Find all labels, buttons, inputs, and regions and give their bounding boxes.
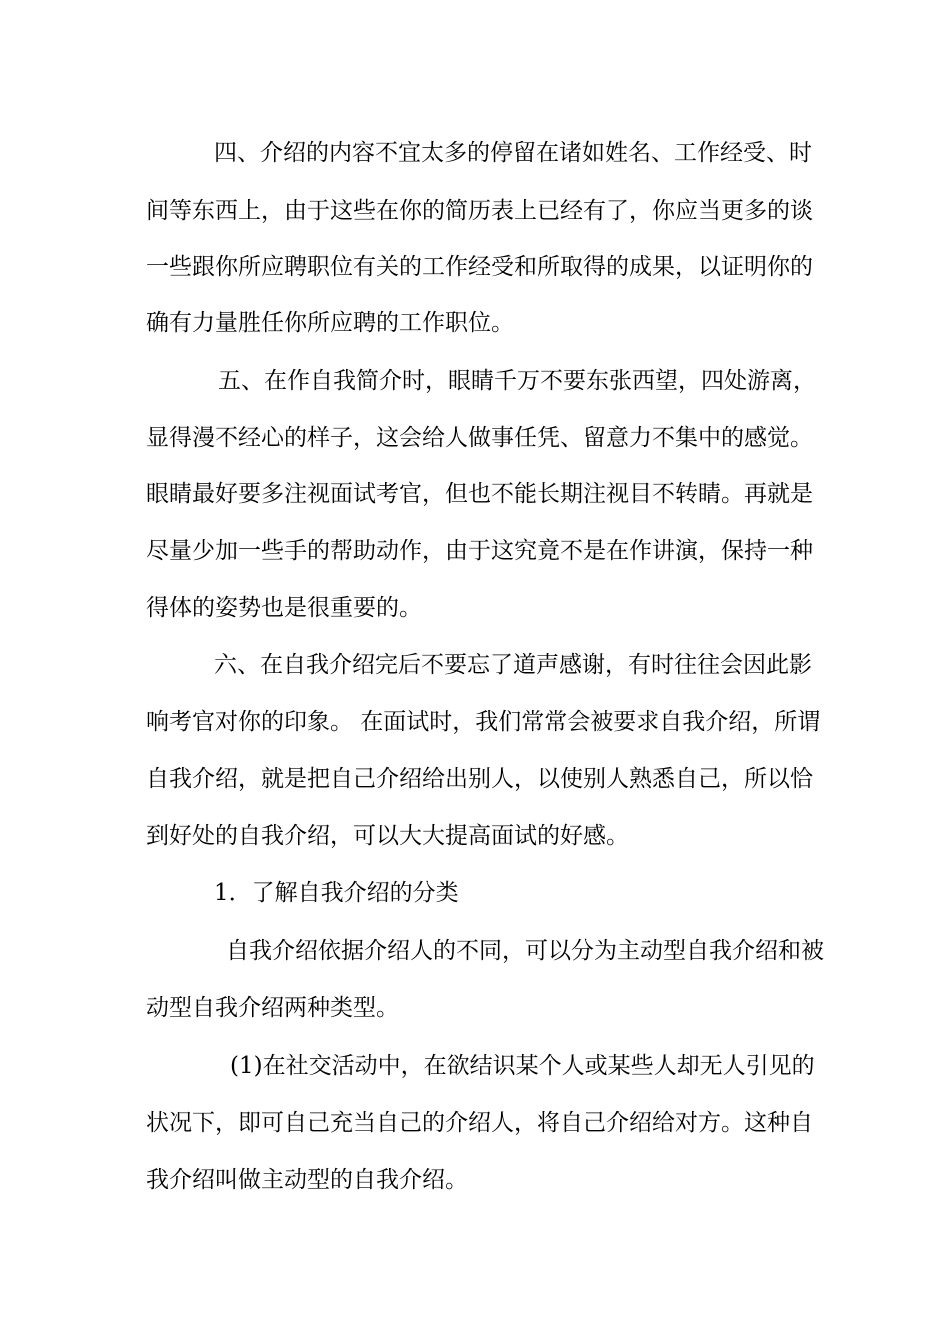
paragraph-2-line-2: 显得漫不经心的样子，这会给人做事任凭、留意力不集中的感觉。 — [146, 425, 813, 451]
paragraph-2-line-5: 得体的姿势也是很重要的。 — [146, 595, 422, 621]
paragraph-6-line-3: 我介绍叫做主动型的自我介绍。 — [146, 1167, 468, 1193]
section-heading-1: 1．了解自我介绍的分类 — [214, 880, 459, 906]
paragraph-3-line-4: 到好处的自我介绍，可以大大提高面试的好感。 — [146, 823, 629, 849]
paragraph-3-line-2: 响考官对你的印象。 在面试时，我们常常会被要求自我介绍，所谓 — [146, 709, 821, 735]
paragraph-1-line-4: 确有力量胜任你所应聘的工作职位。 — [146, 310, 514, 336]
paragraph-2-line-1: 五、在作自我简介时，眼睛千万不要东张西望，四处游离， — [218, 368, 816, 394]
paragraph-6-line-1: (1)在社交活动中，在欲结识某个人或某些人却无人引见的 — [230, 1053, 815, 1079]
paragraph-5-line-2: 动型自我介绍两种类型。 — [146, 995, 399, 1021]
paragraph-1-line-3: 一些跟你所应聘职位有关的工作经受和所取得的成果，以证明你的 — [146, 254, 813, 280]
paragraph-2-line-4: 尽量少加一些手的帮助动作，由于这究竟不是在作讲演，保持一种 — [146, 538, 813, 564]
paragraph-1-line-1: 四、介绍的内容不宜太多的停留在诸如姓名、工作经受、时 — [214, 140, 812, 166]
paragraph-3-line-3: 自我介绍，就是把自己介绍给出别人，以使别人熟悉自己，所以恰 — [146, 766, 813, 792]
paragraph-5-line-1: 自我介绍依据介绍人的不同，可以分为主动型自我介绍和被 — [226, 938, 824, 964]
paragraph-3-line-1: 六、在自我介绍完后不要忘了道声感谢，有时往往会因此影 — [214, 652, 812, 678]
paragraph-6-line-2: 状况下，即可自己充当自己的介绍人，将自己介绍给对方。这种自 — [146, 1110, 813, 1136]
paragraph-2-line-3: 眼睛最好要多注视面试考官，但也不能长期注视目不转睛。再就是 — [146, 481, 813, 507]
paragraph-1-line-2: 间等东西上，由于这些在你的简历表上已经有了，你应当更多的谈 — [146, 198, 813, 224]
